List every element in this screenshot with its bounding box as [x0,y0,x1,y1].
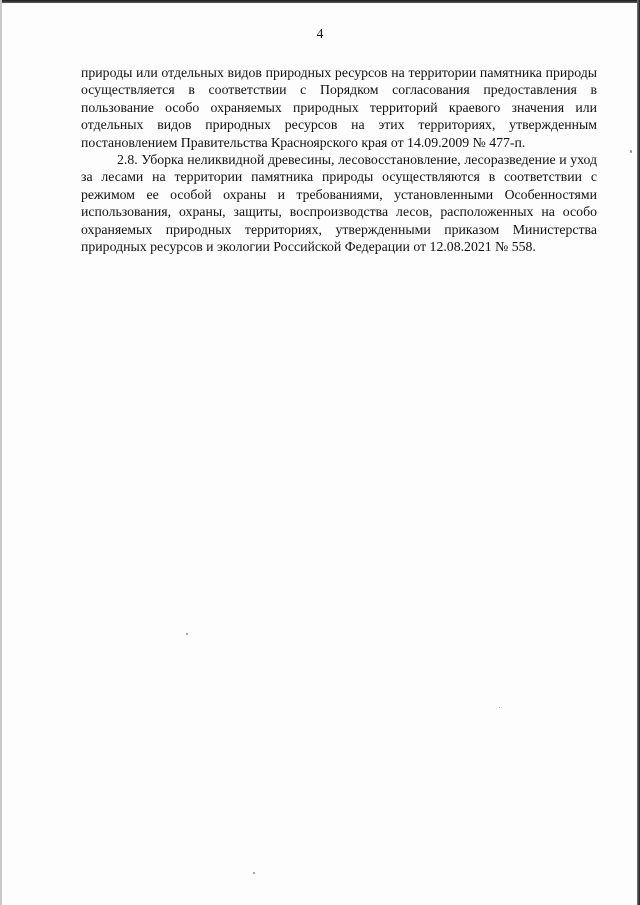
scan-edge-top [0,0,640,3]
page-number: 4 [316,26,324,41]
scan-speck [499,707,500,708]
scan-speck [253,872,255,874]
scan-speck [630,150,632,153]
paragraph-continuation: природы или отдельных видов природных ресурсов на территории памятника природы осуществляется в соответствии с Порядком согласования предоставления в пользование особо охраняемых природных территорий краевого значения или отдельных видов природных ресурсов на этих территориях, утвержденным постановлением Правительства Красноярского края от 14.09.2009 № 477-п. [81,65,597,150]
scan-edge-left [0,0,2,905]
paragraph-2-8: 2.8. Уборка неликвидной древесины, лесовосстановление, лесоразведение и уход за лесами на территории памятника природы осуществляются в соответствии с режимом ее особой охраны и требованиями, установленными Особенностями использования, охраны, защиты, воспроизводства лесов, расположенных на особо охраняемых природных территориях, утвержденными приказом Министерства природных ресурсов и экологии Российской Федерации от 12.08.2021 № 558. [81,152,597,255]
body-text [81,64,597,255]
scan-speck [186,633,188,635]
